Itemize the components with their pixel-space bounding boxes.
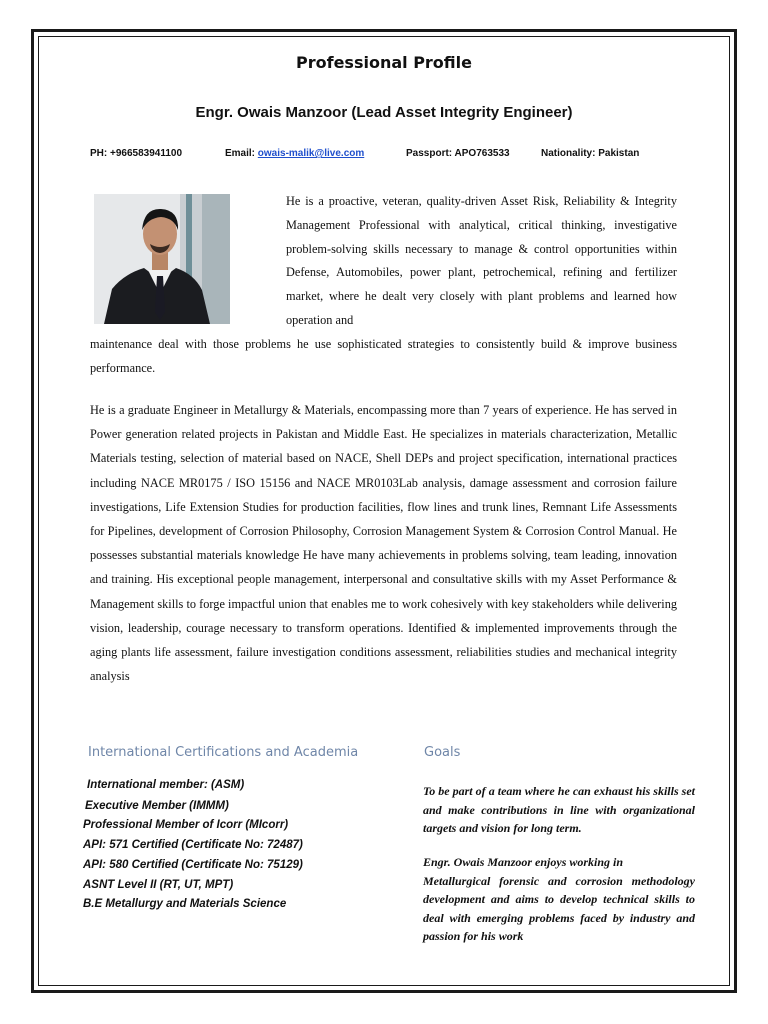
list-item: B.E Metallurgy and Materials Science: [83, 898, 287, 910]
list-item: ASNT Level II (RT, UT, MPT): [83, 879, 234, 891]
goal-statement: To be part of a team where he can exhaust his skills set and make contributions in line with organizational targets and vision for long term.: [423, 784, 695, 835]
page-title: Professional Profile: [296, 53, 472, 72]
name-title: Engr. Owais Manzoor (Lead Asset Integrity Engineer): [195, 104, 573, 121]
certifications-heading: International Certifications and Academia: [88, 745, 359, 760]
list-item: API: 580 Certified (Certificate No: 75129): [83, 859, 303, 871]
nationality: Nationality: Pakistan: [541, 148, 640, 159]
summary-body: He is a graduate Engineer in Metallurgy & Materials, encompassing more than 7 years of experience. He has served in Power generation related projects in Pakistan and Middle East. He specializes in materials characterization, Metallic Materials testing, selection of material based on NACE, Shell DEPs and project specification, international practices including NACE MR0175 / ISO 15156 and NACE MR0103Lab analysis, damage assessment and corrosion failure investigations, Life Extension Studies for production facilities, flow lines and trunk lines, Remnant Life Assessments for Pipelines, development of Corrosion Philosophy, Corrosion Management System & Corrosion Control Manual. He possesses substantial materials knowledge He have many achievements in problems solving, team leading, innovation and training. His exceptional people management, interpersonal and consultative skills with my Asset Performance & Management skills to forge impactful union that enables me to work cohesively with key stakeholders while delivering vision, leadership, courage necessary to transform operations. Identified & implemented improvements through the aging plants life assessment, failure investigation conditions assessment, reliabilities studies and mechanical integrity analysis: [90, 403, 677, 684]
email-block: [225, 148, 364, 159]
list-item: International member: (ASM): [87, 779, 245, 791]
list-item: Executive Member (IMMM): [85, 800, 229, 812]
goal-enjoys-detail: Metallurgical forensic and corrosion methodology development and aims to develop technical skills to deal with emerging problems faced by industry and passion for his work: [423, 873, 695, 943]
profile-photo: [94, 194, 230, 324]
passport: Passport: APO763533: [406, 148, 510, 159]
goals-heading: Goals: [424, 745, 461, 760]
email-link[interactable]: owais-malik@live.com: [257, 148, 365, 159]
list-item: Professional Member of Icorr (MIcorr): [83, 819, 289, 831]
goal-enjoys-lead: Engr. Owais Manzoor enjoys working in: [423, 855, 624, 869]
summary-intro: He is a proactive, veteran, quality-driven Asset Risk, Reliability & Integrity Management Professional with analytical, critical thinking, investigative problem-solving skills necessary to manage & control opportunities within Defense, Automobiles, power plant, petrochemical, refining and fertilizer market, where he dealt very closely with plant problems and learned how operation and: [286, 194, 677, 327]
goal-enjoys: [423, 853, 695, 946]
list-item: API: 571 Certified (Certificate No: 72487): [83, 839, 303, 851]
contact-line: [90, 148, 690, 162]
phone: PH: +966583941100: [90, 148, 183, 159]
summary-intro-continued: maintenance deal with those problems he use sophisticated strategies to consistently build & improve business performance.: [90, 337, 677, 375]
email-label: Email:: [225, 148, 258, 159]
